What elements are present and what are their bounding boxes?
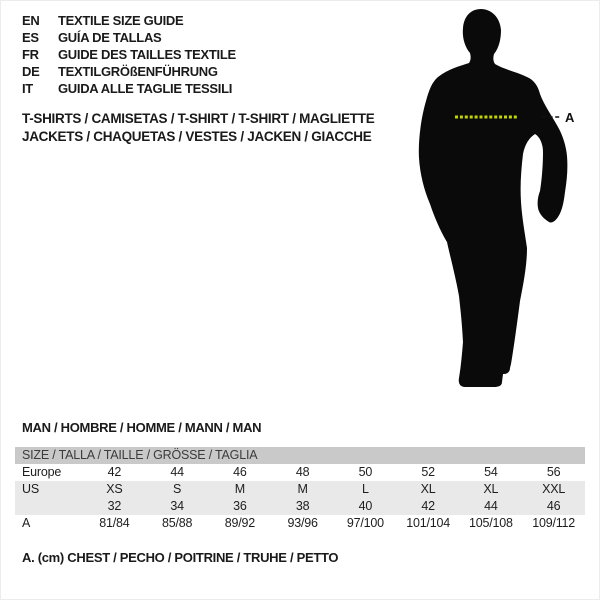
size-cell: 42	[107, 465, 122, 479]
size-cell: 34	[170, 499, 184, 513]
section-title-man: MAN / HOMBRE / HOMME / MANN / MAN	[22, 420, 262, 435]
language-label: GUIDE DES TAILLES TEXTILE	[58, 47, 236, 62]
language-code: ES	[22, 30, 39, 45]
size-cell: L	[361, 482, 369, 496]
man-silhouette	[419, 9, 568, 387]
row-label	[15, 498, 83, 515]
size-cell: M	[297, 482, 308, 496]
size-cell: 56	[546, 465, 561, 479]
row-label: A	[22, 516, 31, 530]
language-label: GUIDA ALLE TAGLIE TESSILI	[58, 81, 233, 96]
size-cell: 54	[484, 465, 498, 479]
language-code: DE	[22, 64, 40, 79]
size-cell: 36	[233, 499, 247, 513]
size-cell: 97/100	[346, 516, 384, 530]
size-cell: XS	[106, 482, 123, 496]
size-cell: 85/88	[161, 516, 193, 530]
size-cell: 32	[107, 499, 122, 513]
size-cell: 48	[295, 465, 310, 479]
language-label: TEXTILE SIZE GUIDE	[58, 13, 184, 28]
language-label: TEXTILGRÖßENFÜHRUNG	[58, 64, 218, 79]
size-cell: 50	[358, 465, 373, 479]
language-row-it	[22, 80, 236, 97]
language-row-es	[22, 29, 236, 46]
size-cell: XL	[483, 482, 499, 496]
size-cell: M	[234, 482, 245, 496]
table-row-us	[15, 481, 585, 498]
size-cell: 46	[233, 465, 247, 479]
language-row-fr	[22, 46, 236, 63]
size-table-grid	[15, 464, 585, 532]
language-code: FR	[22, 47, 39, 62]
size-cell: 38	[295, 499, 310, 513]
size-cell: 81/84	[99, 516, 130, 530]
category-line-tshirts: T-SHIRTS / CAMISETAS / T-SHIRT / T-SHIRT / MAGLIETTE	[22, 111, 375, 126]
size-cell: 40	[358, 499, 373, 513]
size-cell: 44	[170, 465, 184, 479]
row-label: Europe	[22, 465, 62, 479]
size-cell: 101/104	[406, 516, 451, 530]
chest-footnote: A. (cm) CHEST / PECHO / POITRINE / TRUHE / PETTO	[22, 550, 339, 565]
language-code: IT	[22, 81, 33, 96]
size-cell: 93/96	[287, 516, 318, 530]
size-cell: 42	[421, 499, 435, 513]
measurement-a-label: A	[565, 110, 575, 125]
table-row-chest-a	[15, 515, 585, 532]
language-list	[22, 12, 236, 97]
man-silhouette-svg	[405, 6, 580, 391]
size-cell: 89/92	[224, 516, 256, 530]
size-cell: XL	[420, 482, 436, 496]
language-row-de	[22, 63, 236, 80]
size-cell: XXL	[542, 482, 566, 496]
table-row-europe	[15, 464, 585, 481]
category-lines	[22, 110, 374, 145]
language-code: EN	[22, 13, 40, 28]
size-cell: 46	[546, 499, 561, 513]
size-cell: 109/112	[532, 516, 576, 530]
size-table-header: SIZE / TALLA / TAILLE / GRÖSSE / TAGLIA	[15, 447, 585, 464]
size-cell: 105/108	[468, 516, 513, 530]
man-silhouette-figure	[405, 6, 580, 391]
size-cell: 52	[421, 465, 435, 479]
table-row-uk	[15, 498, 585, 515]
size-cell: 44	[484, 499, 498, 513]
language-row-en	[22, 12, 236, 29]
row-label: US	[22, 482, 39, 496]
language-label: GUÍA DE TALLAS	[58, 30, 162, 45]
size-table	[15, 447, 585, 532]
size-cell: S	[173, 482, 182, 496]
category-line-jackets: JACKETS / CHAQUETAS / VESTES / JACKEN / GIACCHE	[22, 128, 372, 144]
